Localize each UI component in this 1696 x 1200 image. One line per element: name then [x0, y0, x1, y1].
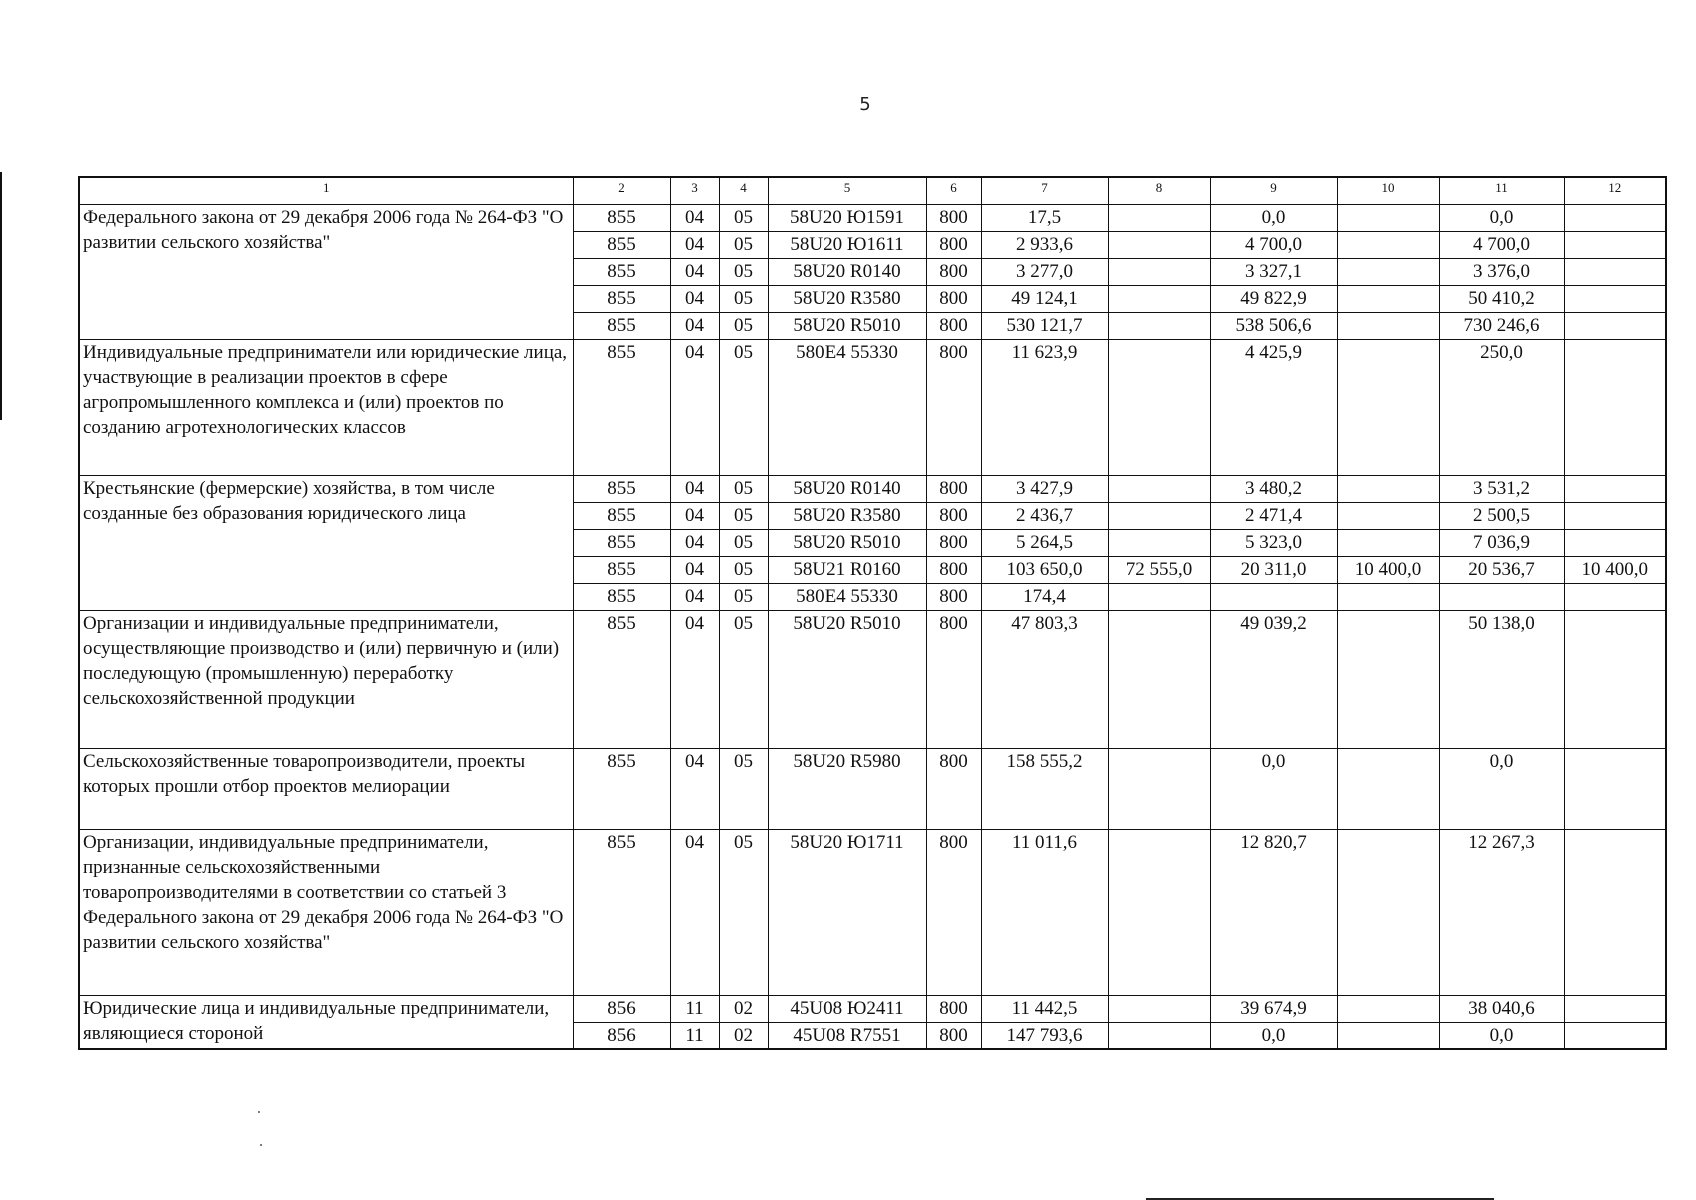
table-cell: 800 [926, 312, 981, 339]
table-cell [1337, 231, 1439, 258]
table-cell [1564, 258, 1666, 285]
table-cell: 58U20 R5010 [768, 610, 926, 748]
table-cell: 800 [926, 748, 981, 829]
table-cell: 856 [573, 995, 670, 1022]
table-cell: 50 410,2 [1439, 285, 1564, 312]
table-cell [1108, 829, 1210, 995]
table-cell: 800 [926, 995, 981, 1022]
table-cell: 47 803,3 [981, 610, 1108, 748]
table-cell: 58U20 Ю1591 [768, 204, 926, 231]
recipient-description: Юридические лица и индивидуальные предприниматели, являющиеся стороной [79, 995, 573, 1049]
table-cell [1337, 829, 1439, 995]
table-cell [1108, 610, 1210, 748]
table-cell: 05 [719, 529, 768, 556]
table-cell [1564, 610, 1666, 748]
table-cell: 855 [573, 475, 670, 502]
recipient-description: Индивидуальные предприниматели или юридические лица, участвующие в реализации проектов в сфере агропромышленного комплекса и (или) проектов по созданию агротехнологических классов [79, 339, 573, 475]
scan-edge-mark [0, 172, 2, 420]
table-cell [1337, 995, 1439, 1022]
table-cell: 855 [573, 610, 670, 748]
table-cell: 04 [670, 312, 719, 339]
table-cell [1337, 475, 1439, 502]
table-cell: 855 [573, 258, 670, 285]
table-cell [1337, 502, 1439, 529]
table-cell [1564, 312, 1666, 339]
table-cell: 20 311,0 [1210, 556, 1337, 583]
table-cell [1108, 231, 1210, 258]
table-cell [1108, 475, 1210, 502]
table-cell: 50 138,0 [1439, 610, 1564, 748]
column-number: 12 [1564, 177, 1666, 204]
table-cell: 11 442,5 [981, 995, 1108, 1022]
table-cell: 58U20 R0140 [768, 475, 926, 502]
table-cell: 11 [670, 1022, 719, 1049]
table-cell: 800 [926, 529, 981, 556]
column-number: 2 [573, 177, 670, 204]
table-cell: 04 [670, 475, 719, 502]
table-cell: 10 400,0 [1564, 556, 1666, 583]
table-cell [1337, 583, 1439, 610]
table-cell: 49 124,1 [981, 285, 1108, 312]
table-cell: 05 [719, 748, 768, 829]
table-cell: 05 [719, 312, 768, 339]
table-cell: 0,0 [1439, 1022, 1564, 1049]
table-cell: 04 [670, 829, 719, 995]
table-cell: 800 [926, 475, 981, 502]
table-cell: 04 [670, 556, 719, 583]
table-cell: 4 700,0 [1210, 231, 1337, 258]
table-cell [1337, 285, 1439, 312]
table-cell: 800 [926, 231, 981, 258]
table-cell: 530 121,7 [981, 312, 1108, 339]
table-cell: 0,0 [1210, 1022, 1337, 1049]
table-cell: 04 [670, 610, 719, 748]
table-row [79, 339, 1666, 475]
column-number: 10 [1337, 177, 1439, 204]
table-cell: 02 [719, 995, 768, 1022]
table-cell: 800 [926, 829, 981, 995]
table-cell [1439, 583, 1564, 610]
table-cell: 855 [573, 502, 670, 529]
table-cell: 3 327,1 [1210, 258, 1337, 285]
table-cell: 02 [719, 1022, 768, 1049]
table-cell: 0,0 [1210, 748, 1337, 829]
table-cell: 05 [719, 502, 768, 529]
table-cell: 0,0 [1439, 748, 1564, 829]
column-number: 3 [670, 177, 719, 204]
table-cell: 04 [670, 748, 719, 829]
table-cell: 4 425,9 [1210, 339, 1337, 475]
table-cell [1337, 258, 1439, 285]
column-number: 1 [79, 177, 573, 204]
table-cell [1337, 748, 1439, 829]
table-cell: 855 [573, 829, 670, 995]
table-cell: 58U20 R3580 [768, 502, 926, 529]
table-cell: 49 039,2 [1210, 610, 1337, 748]
column-number: 7 [981, 177, 1108, 204]
table-cell: 04 [670, 231, 719, 258]
table-cell: 17,5 [981, 204, 1108, 231]
table-cell [1564, 1022, 1666, 1049]
table-cell [1108, 285, 1210, 312]
table-cell: 147 793,6 [981, 1022, 1108, 1049]
column-number-header-row [79, 177, 1666, 204]
table-cell: 3 277,0 [981, 258, 1108, 285]
recipient-description: Крестьянские (фермерские) хозяйства, в том числе созданные без образования юридического лица [79, 475, 573, 610]
table-cell [1564, 995, 1666, 1022]
table-cell: 38 040,6 [1439, 995, 1564, 1022]
table-cell: 04 [670, 529, 719, 556]
table-cell: 05 [719, 204, 768, 231]
table-cell: 855 [573, 231, 670, 258]
table-cell [1564, 204, 1666, 231]
table-cell: 855 [573, 339, 670, 475]
table-cell [1337, 339, 1439, 475]
recipient-description: Сельскохозяйственные товаропроизводители, проекты которых прошли отбор проектов мелиорации [79, 748, 573, 829]
table-cell: 11 011,6 [981, 829, 1108, 995]
table-cell [1108, 502, 1210, 529]
table-cell [1564, 339, 1666, 475]
table-cell: 5 264,5 [981, 529, 1108, 556]
table-cell: 10 400,0 [1337, 556, 1439, 583]
table-cell: 58U20 R0140 [768, 258, 926, 285]
table-cell: 855 [573, 285, 670, 312]
table-cell: 800 [926, 339, 981, 475]
table-cell: 05 [719, 285, 768, 312]
table-cell: 04 [670, 583, 719, 610]
table-cell [1564, 583, 1666, 610]
table-cell: 730 246,6 [1439, 312, 1564, 339]
table-cell: 800 [926, 204, 981, 231]
table-cell: 0,0 [1439, 204, 1564, 231]
table-cell: 11 [670, 995, 719, 1022]
table-cell: 05 [719, 231, 768, 258]
table-cell: 2 471,4 [1210, 502, 1337, 529]
table-cell: 800 [926, 502, 981, 529]
table-cell [1564, 529, 1666, 556]
table-cell: 20 536,7 [1439, 556, 1564, 583]
table-cell: 174,4 [981, 583, 1108, 610]
table-cell: 05 [719, 475, 768, 502]
table-row [79, 610, 1666, 748]
table-cell: 45U08 Ю2411 [768, 995, 926, 1022]
table-row [79, 475, 1666, 502]
table-cell [1108, 748, 1210, 829]
table-cell: 800 [926, 1022, 981, 1049]
table-cell [1108, 1022, 1210, 1049]
page-number: 5 [859, 94, 871, 115]
table-cell: 05 [719, 829, 768, 995]
table-cell [1337, 529, 1439, 556]
table-cell: 103 650,0 [981, 556, 1108, 583]
table-cell [1210, 583, 1337, 610]
table-cell: 7 036,9 [1439, 529, 1564, 556]
table-cell: 855 [573, 748, 670, 829]
table-cell: 3 480,2 [1210, 475, 1337, 502]
table-cell: 3 376,0 [1439, 258, 1564, 285]
table-cell: 58U20 R5010 [768, 529, 926, 556]
column-number: 9 [1210, 177, 1337, 204]
table-cell [1108, 204, 1210, 231]
table-cell [1108, 339, 1210, 475]
table-cell: 11 623,9 [981, 339, 1108, 475]
table-cell [1108, 583, 1210, 610]
table-cell: 538 506,6 [1210, 312, 1337, 339]
table-cell: 58U20 R5980 [768, 748, 926, 829]
recipient-description: Федерального закона от 29 декабря 2006 года № 264-ФЗ "О развитии сельского хозяйства" [79, 204, 573, 339]
scan-speck [260, 1144, 262, 1146]
table-cell: 158 555,2 [981, 748, 1108, 829]
table-cell: 855 [573, 556, 670, 583]
table-row [79, 995, 1666, 1022]
column-number: 11 [1439, 177, 1564, 204]
table-cell [1564, 475, 1666, 502]
column-number: 4 [719, 177, 768, 204]
table-cell: 04 [670, 502, 719, 529]
table-cell: 05 [719, 610, 768, 748]
table-cell: 4 700,0 [1439, 231, 1564, 258]
table-cell [1564, 829, 1666, 995]
table-cell [1337, 312, 1439, 339]
table-cell: 800 [926, 285, 981, 312]
column-number: 8 [1108, 177, 1210, 204]
table-cell: 580E4 55330 [768, 583, 926, 610]
table-cell [1337, 1022, 1439, 1049]
table-cell [1564, 502, 1666, 529]
table-cell [1108, 258, 1210, 285]
table-cell: 39 674,9 [1210, 995, 1337, 1022]
table-row [79, 829, 1666, 995]
table-cell: 05 [719, 583, 768, 610]
table-cell: 856 [573, 1022, 670, 1049]
table-cell [1108, 995, 1210, 1022]
table-cell: 45U08 R7551 [768, 1022, 926, 1049]
table-cell: 5 323,0 [1210, 529, 1337, 556]
table-cell: 2 500,5 [1439, 502, 1564, 529]
table-cell: 2 436,7 [981, 502, 1108, 529]
table-cell [1108, 529, 1210, 556]
table-cell: 58U20 Ю1611 [768, 231, 926, 258]
column-number: 6 [926, 177, 981, 204]
budget-table [78, 176, 1667, 1050]
table-cell: 04 [670, 339, 719, 475]
table-cell: 04 [670, 204, 719, 231]
table-cell: 2 933,6 [981, 231, 1108, 258]
table-cell: 12 267,3 [1439, 829, 1564, 995]
table-cell: 05 [719, 556, 768, 583]
table-cell: 04 [670, 258, 719, 285]
table-cell: 12 820,7 [1210, 829, 1337, 995]
table-cell [1337, 610, 1439, 748]
table-row [79, 748, 1666, 829]
table-cell: 58U21 R0160 [768, 556, 926, 583]
table-cell [1564, 748, 1666, 829]
table-cell: 3 531,2 [1439, 475, 1564, 502]
table-cell [1108, 312, 1210, 339]
scan-speck [258, 1111, 260, 1113]
table-cell: 04 [670, 285, 719, 312]
table-cell [1337, 204, 1439, 231]
recipient-description: Организации и индивидуальные предприниматели, осуществляющие производство и (или) первичную и (или) последующую (промышленную) переработку сельскохозяйственной продукции [79, 610, 573, 748]
table-cell: 05 [719, 339, 768, 475]
table-cell: 0,0 [1210, 204, 1337, 231]
table-cell: 800 [926, 258, 981, 285]
table-cell: 58U20 R3580 [768, 285, 926, 312]
table-cell: 855 [573, 583, 670, 610]
table-cell [1564, 231, 1666, 258]
table-cell: 855 [573, 529, 670, 556]
table-cell: 250,0 [1439, 339, 1564, 475]
table-cell: 800 [926, 583, 981, 610]
table-cell: 49 822,9 [1210, 285, 1337, 312]
column-number: 5 [768, 177, 926, 204]
table-cell: 855 [573, 204, 670, 231]
table-cell: 3 427,9 [981, 475, 1108, 502]
table-cell: 58U20 R5010 [768, 312, 926, 339]
table-cell: 58U20 Ю1711 [768, 829, 926, 995]
table-cell: 800 [926, 610, 981, 748]
table-cell: 855 [573, 312, 670, 339]
recipient-description: Организации, индивидуальные предприниматели, признанные сельскохозяйственными товаропроизводителями в соответствии со статьей 3 Федерального закона от 29 декабря 2006 года № 264-ФЗ "О развитии сельского хозяйства" [79, 829, 573, 995]
table-row [79, 204, 1666, 231]
table-cell: 05 [719, 258, 768, 285]
table-cell: 800 [926, 556, 981, 583]
table-cell: 580E4 55330 [768, 339, 926, 475]
table-cell [1564, 285, 1666, 312]
table-cell: 72 555,0 [1108, 556, 1210, 583]
